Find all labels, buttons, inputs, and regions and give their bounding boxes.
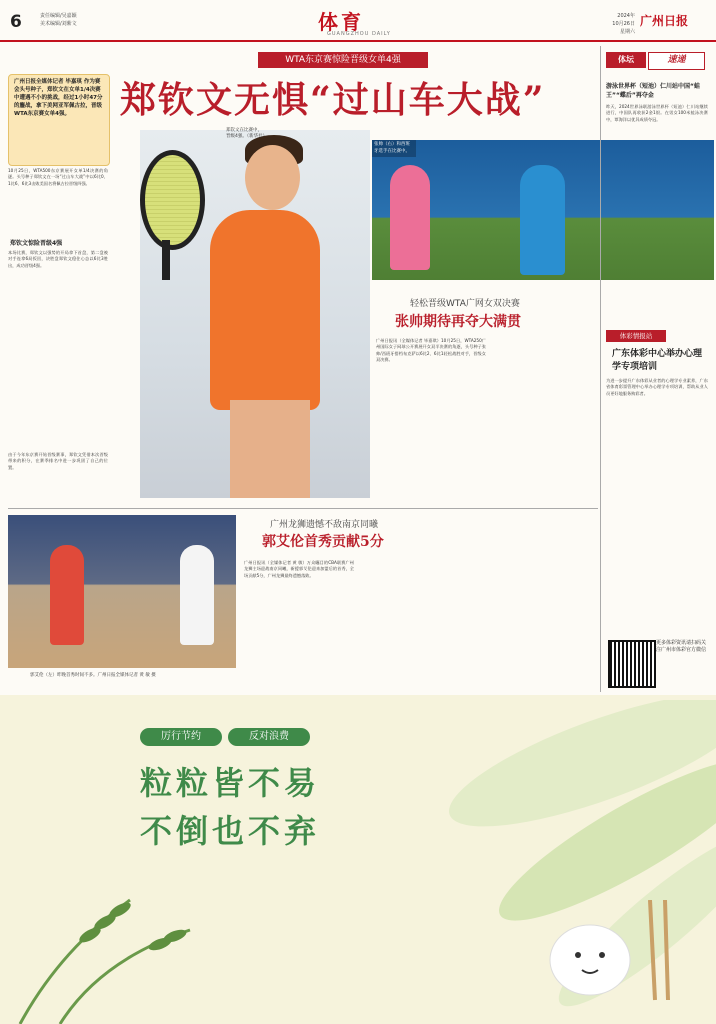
player-head: [245, 145, 300, 210]
third-body: 广州日报讯（全媒体记者 黄 敏）万众瞩目的CBA联赛广州龙狮主场迎战南京同曦，新援郭艾伦迎来加盟后的首秀，全场贡献5分，广州龙狮最终遗憾落败。: [244, 560, 354, 578]
newspaper-logo: 广州日报: [640, 14, 689, 28]
ad-slogan-line: 粒粒皆不易: [140, 764, 321, 802]
flash-title: 游泳世界杯（短池）仁川站中国“蛙王”“蝶后”再夺金: [606, 83, 700, 99]
wheat-icon: [0, 860, 250, 1024]
second-subhead: 轻松晋级WTA广网女双决赛: [410, 299, 520, 309]
second-headline: 张帅期待再夺大满贯: [395, 314, 521, 330]
qr-caption: 更多体彩资讯请扫码关注广州市体彩官方微信: [656, 640, 707, 653]
second-body-col2: [490, 338, 598, 503]
page-number: 6: [10, 12, 22, 32]
main-photo-caption: 郑钦文在比赛中，晋级4强。（新华社）: [226, 128, 268, 139]
third-headline: 郭艾伦首秀贡献5分: [262, 534, 384, 550]
flash-news-label: 体坛: [606, 52, 646, 68]
third-subhead: 广州龙狮遗憾不敌南京同曦: [270, 520, 379, 530]
basketball-photo-caption: 郭艾伦（左）昨晚首秀时间不多。广州日报全媒体记者 黄 敏 摄: [30, 673, 156, 678]
tennis-racket-icon: [140, 150, 205, 250]
player-figure-right: [520, 165, 565, 275]
editor-line: 美术编辑/刘紫文: [40, 21, 77, 27]
flash-news-label-2: 速递: [648, 52, 705, 70]
rice-bowl-icon: [520, 900, 680, 1010]
section-subtitle: GUANGZHOU DAILY: [327, 31, 391, 37]
lottery-body: 为进一步提升广东体彩从业者的心理学专业素养，广东省体育彩票管理中心举办心理学专项培训，帮助从业人员更好地服务购彩者。: [606, 378, 708, 396]
section-title: 体育: [318, 10, 364, 34]
main-body-3: 由于今年东京赛开始晋级赛事，郑钦文凭借本次晋级带来的积分，在赛季排名中进一步巩固了自己的位置。: [8, 452, 108, 470]
main-body-1: 10月25日，WTA500东京赛展开女单1/4决赛的角逐。头号种子郑钦文在一场“过山车大战”中以6比0、1比6、6比3击败美国名将佩古拉晋级四强。: [8, 168, 108, 186]
ad-slogan-line: 不倒也不弃: [140, 812, 321, 850]
main-body-column: [118, 300, 140, 500]
main-headline: 郑钦文无惧“过山车大战”: [120, 79, 546, 121]
doubles-photo-caption: 张帅（右）和西班牙选手在比赛中。: [372, 140, 416, 157]
third-body-col2: [360, 560, 475, 685]
summary-text: 广州日报全媒体记者 毕嘉琪 作为赛会头号种子，郑钦文在女单1/4决赛中遭遇不小的挑战，经过1小时47分的鏖战，拿下美网亚军佩古拉，晋级WTA东京赛女单4强。: [14, 79, 103, 117]
qr-code-icon: [608, 640, 656, 688]
story-divider: [8, 508, 598, 509]
issue-date: 2024年 10月26日 星期六: [612, 13, 635, 35]
ad-tag: 厉行节约: [140, 728, 222, 746]
player-figure: [210, 210, 320, 410]
flash-body: 昨天，2024世界泳联游泳世界杯（短池）仁川站继续进行，中国队再收获2金1银。在男女100米蛙泳决赛中，覃海洋以优异成绩夺冠。: [606, 104, 708, 122]
player-figure-left: [390, 165, 430, 270]
main-subhead: 郑钦文惊险晋级4强: [10, 240, 63, 247]
ad-tag: 反对浪费: [228, 728, 310, 746]
third-body-col3: [482, 514, 598, 684]
main-body-2: 本场比赛，郑钦文以强势的开局拿下首盘，第二盘被对手连拿6局扳回，决胜盘郑钦文稳住心态以6比3胜出，成功晋级4强。: [8, 250, 108, 268]
column-divider: [600, 46, 601, 692]
main-kicker: WTA东京赛惊险晋级女单4强: [258, 52, 428, 68]
editor-line: 责任编辑/吴嘉颖: [40, 13, 77, 19]
lottery-info-label: 体彩情报站: [606, 330, 666, 342]
racket-handle: [162, 240, 170, 280]
basketball-player-red: [50, 545, 84, 645]
basketball-player-white: [180, 545, 214, 645]
editors-credit: [40, 12, 77, 28]
player-legs: [230, 400, 310, 498]
lottery-title: 广东体彩中心举办心理学专项培训: [612, 349, 703, 372]
second-body: 广州日报讯（全媒体记者 毕嘉琪）10月25日，WTA250广州国际女子网球公开赛展开女双半决赛的角逐，头号种子张帅/西班牙搭档布克萨以6比2、6比1轻松战胜对手，晋级女双决赛。: [376, 338, 486, 363]
